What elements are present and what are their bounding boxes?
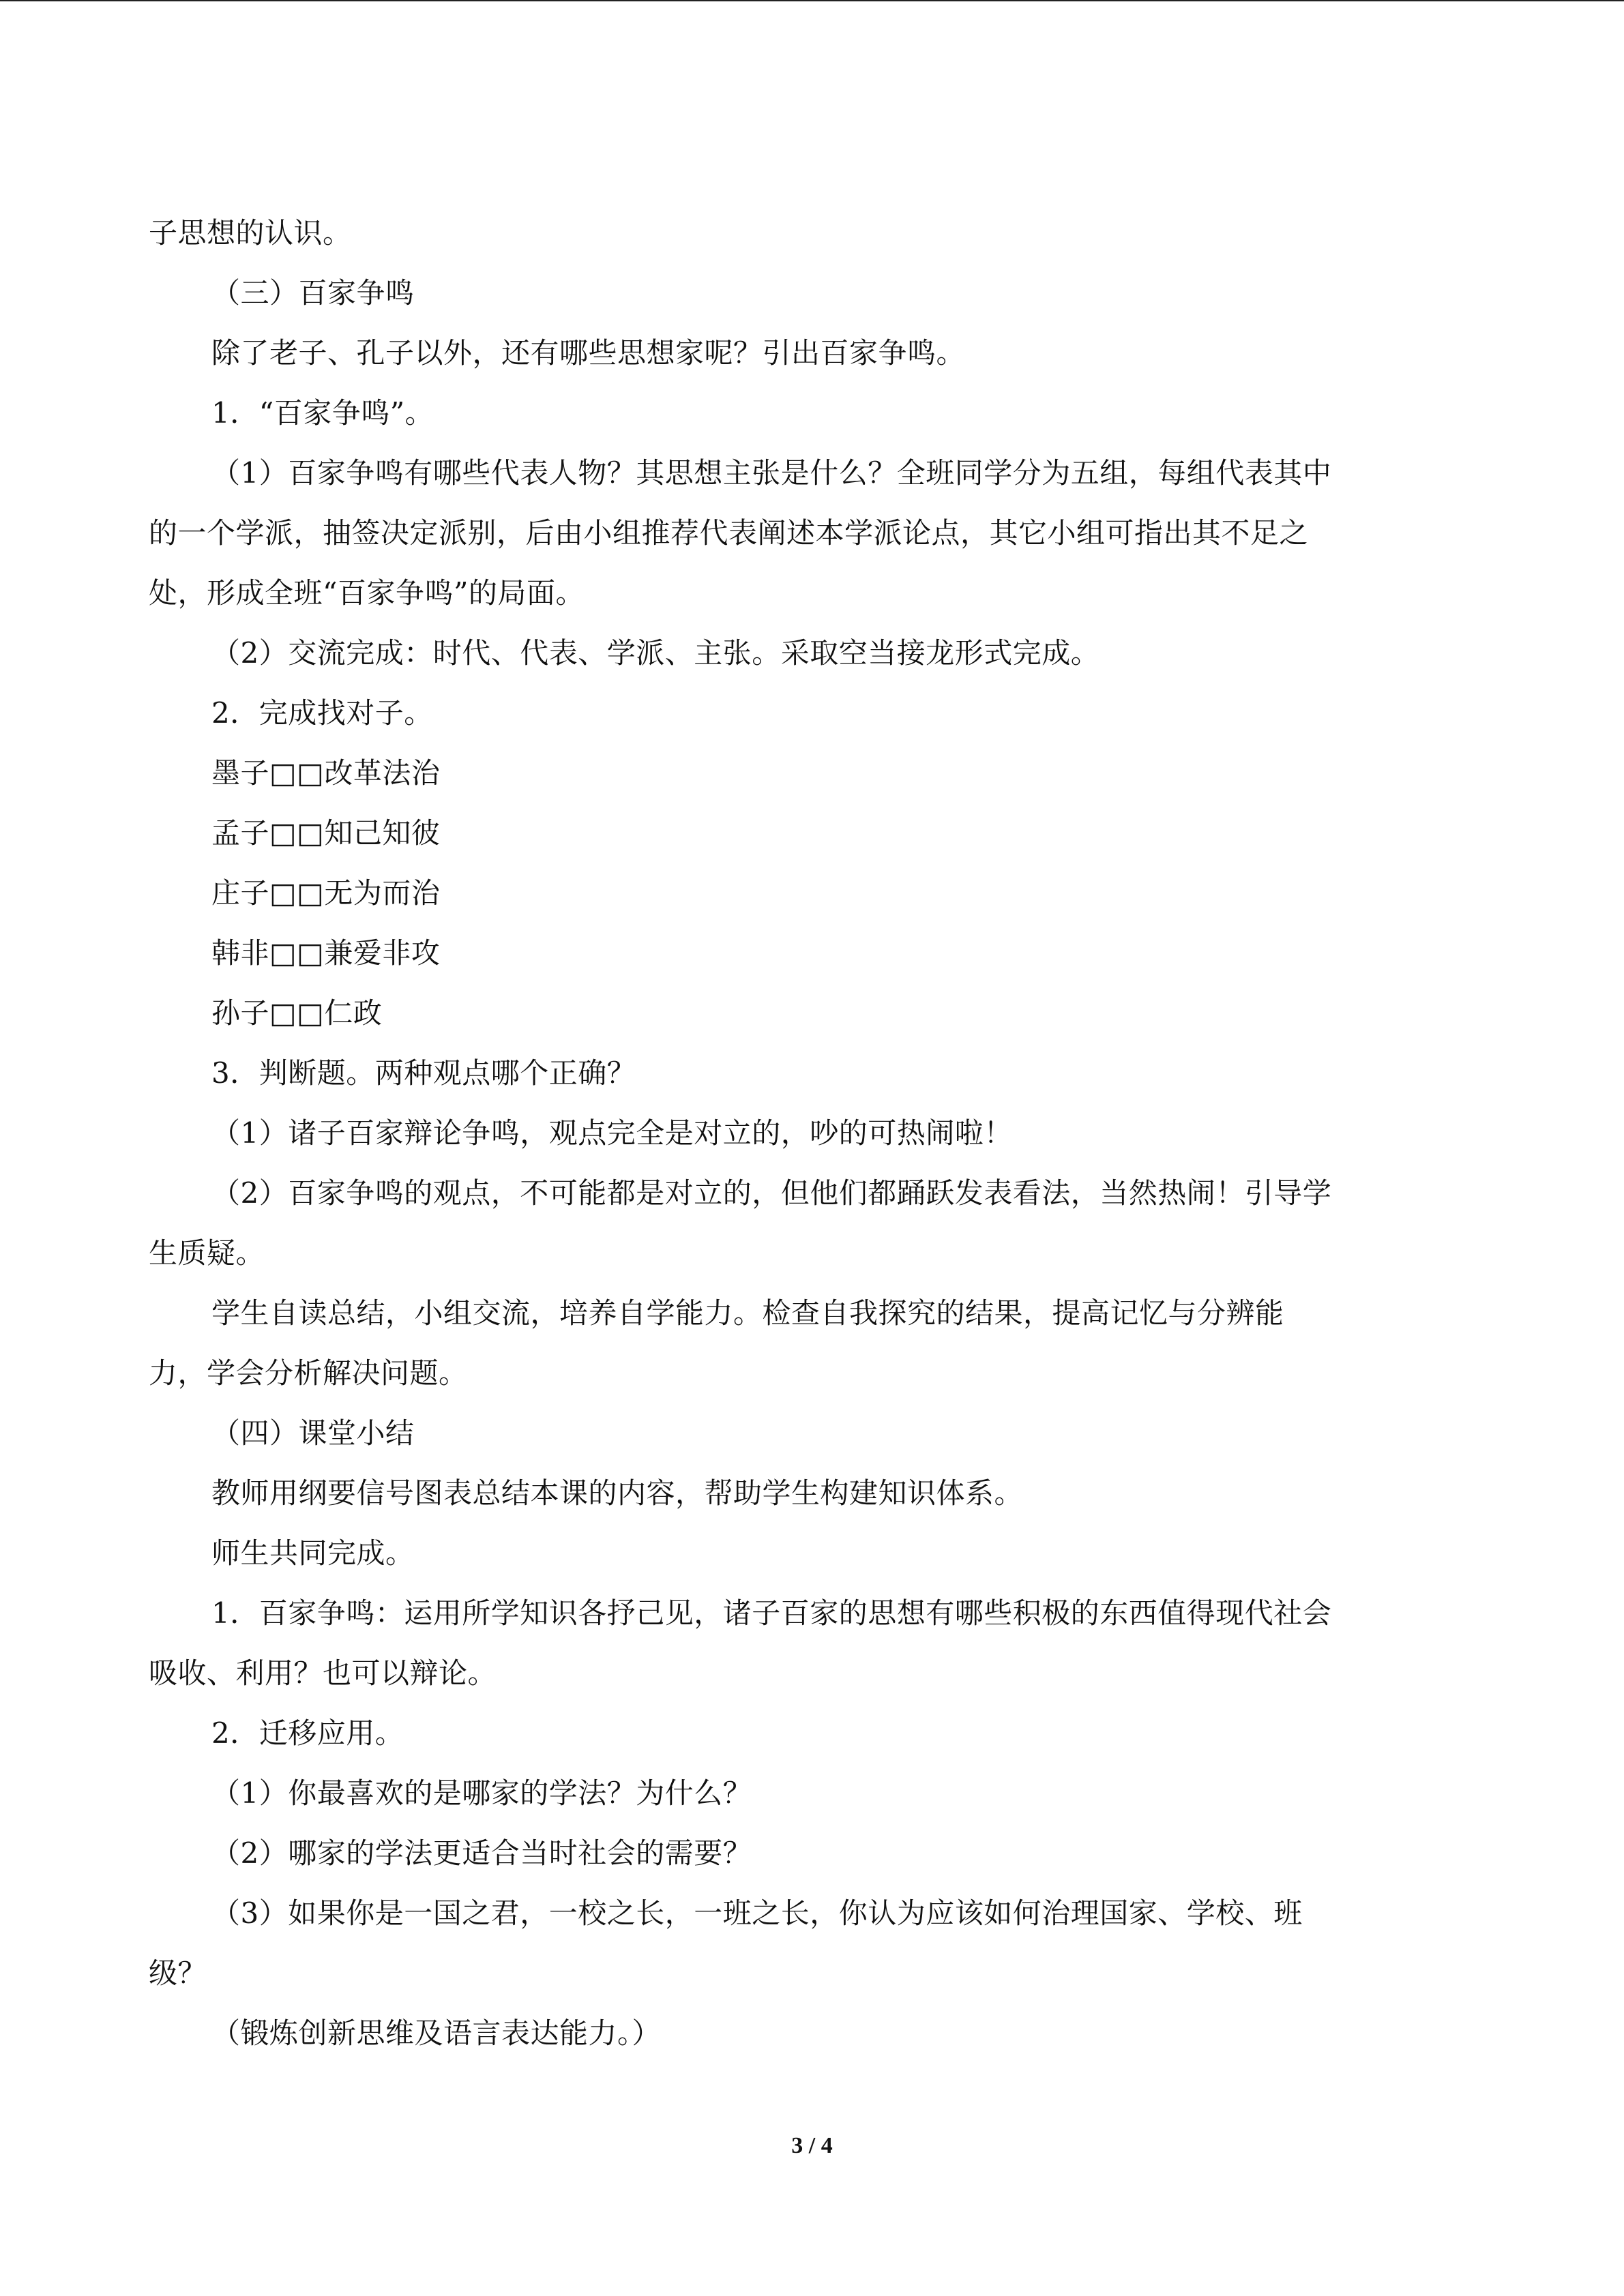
text-line: （三）百家争鸣 — [211, 276, 415, 310]
text-line: 处，形成全班“百家争鸣”的局面。 — [149, 576, 585, 610]
text-line: 子思想的认识。 — [149, 216, 352, 250]
text-line: 学生自读总结，小组交流，培养自学能力。检查自我探究的结果，提高记忆与分辨能 — [211, 1296, 1284, 1330]
text-line: 力，学会分析解决问题。 — [149, 1356, 468, 1390]
text-line: 师生共同完成。 — [211, 1536, 415, 1570]
text-line: 2．迁移应用。 — [211, 1716, 404, 1750]
text-line: 墨子□□改革法治 — [211, 756, 441, 790]
text-line: （2）哪家的学法更适合当时社会的需要？ — [211, 1836, 752, 1870]
text-line: 韩非□□兼爱非攻 — [211, 936, 441, 970]
page-number: 3 / 4 — [791, 2133, 833, 2158]
text-line: （1）诸子百家辩论争鸣，观点完全是对立的，吵的可热闹啦！ — [211, 1116, 1013, 1150]
text-line: 的一个学派，抽签决定派别，后由小组推荐代表阐述本学派论点，其它小组可指出其不足之 — [149, 516, 1309, 550]
text-line: 1．“百家争鸣”。 — [211, 396, 434, 430]
text-line: （锻炼创新思维及语言表达能力。） — [211, 2016, 662, 2050]
text-line: 级？ — [149, 1956, 207, 1990]
text-line: 吸收、利用？也可以辩论。 — [149, 1656, 497, 1690]
text-line: 孙子□□仁政 — [211, 996, 383, 1030]
text-line: （四）课堂小结 — [211, 1416, 415, 1450]
text-line: （2）交流完成：时代、代表、学派、主张。采取空当接龙形式完成。 — [211, 636, 1100, 670]
text-line: 教师用纲要信号图表总结本课的内容，帮助学生构建知识体系。 — [211, 1476, 1024, 1510]
text-line: （1）你最喜欢的是哪家的学法？为什么？ — [211, 1776, 752, 1810]
text-line: 孟子□□知己知彼 — [211, 816, 441, 850]
text-line: 除了老子、孔子以外，还有哪些思想家呢？引出百家争鸣。 — [211, 336, 966, 370]
text-line: 1．百家争鸣：运用所学知识各抒己见，诸子百家的思想有哪些积极的东西值得现代社会 — [211, 1596, 1332, 1630]
text-line: 庄子□□无为而治 — [211, 876, 441, 910]
text-line: 2．完成找对子。 — [211, 696, 433, 730]
text-line: （3）如果你是一国之君，一校之长，一班之长，你认为应该如何治理国家、学校、班 — [211, 1896, 1303, 1930]
text-line: 生质疑。 — [149, 1236, 265, 1270]
text-line: （1）百家争鸣有哪些代表人物？其思想主张是什么？全班同学分为五组，每组代表其中 — [211, 456, 1332, 490]
page-top-border — [0, 0, 1624, 1]
text-line: （2）百家争鸣的观点，不可能都是对立的，但他们都踊跃发表看法，当然热闹！引导学 — [211, 1176, 1332, 1210]
document-body — [149, 203, 1475, 2063]
text-line: 3．判断题。两种观点哪个正确？ — [211, 1056, 636, 1090]
